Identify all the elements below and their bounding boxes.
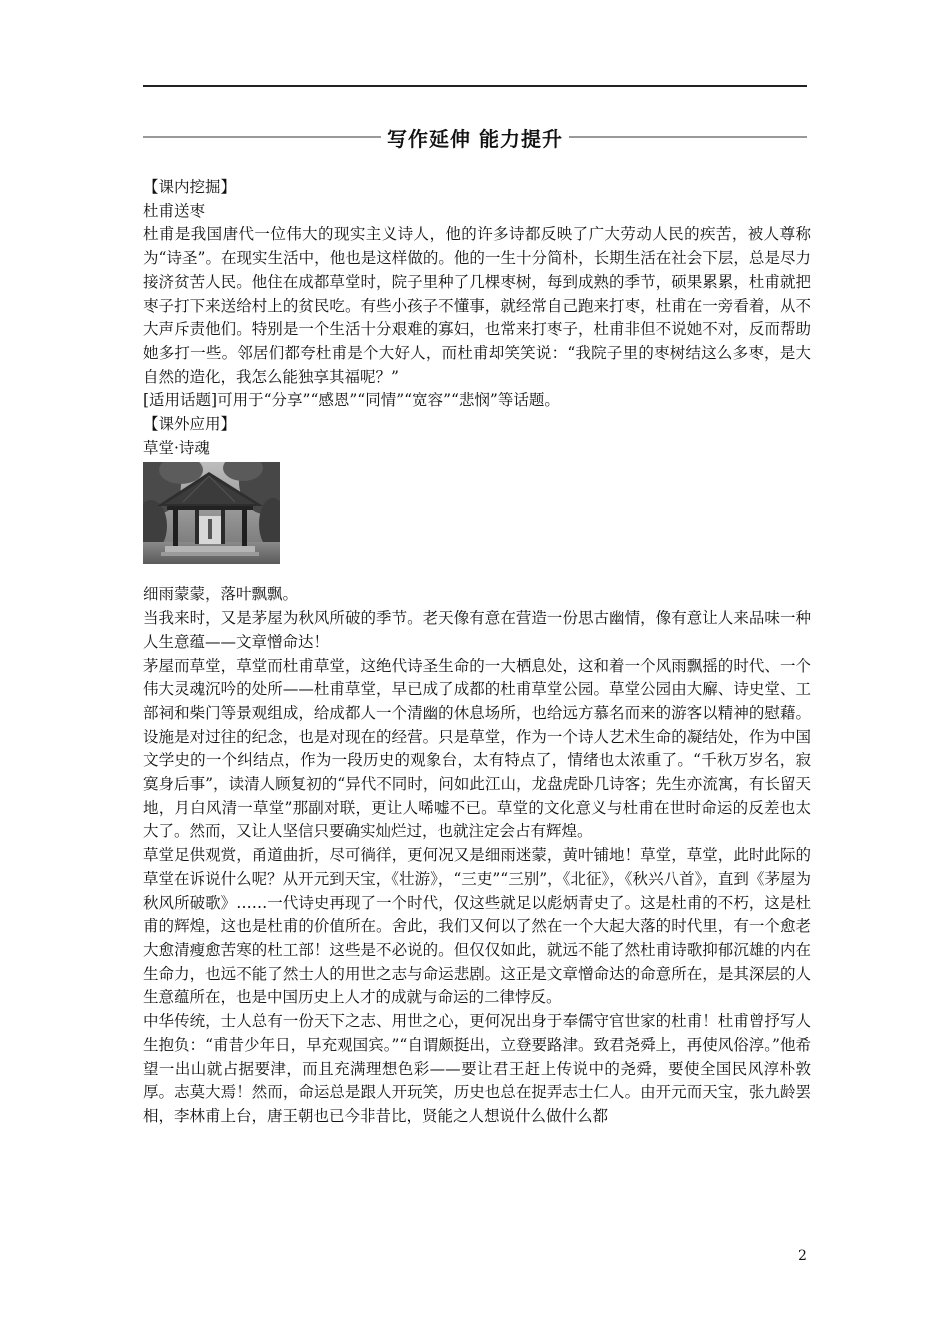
- pavilion-photo: [143, 462, 280, 564]
- essay-paragraph: 茅屋而草堂，草堂而杜甫草堂，这绝代诗圣生命的一大栖息处，这和着一个风雨飘摇的时代、一个伟大灵魂沉吟的处所——杜甫草堂，早已成了成都的杜甫草堂公园。草堂公园由大廨、诗史堂、工部祠和柴门等景观组成，给成都人一个清幽的休息场所，也给远方慕名而来的游客以精神的慰藉。设施是对过往的纪念，也是对现在的经营。只是草堂，作为一个诗人艺术生命的凝结处，作为中国文学史的一个纠结点，作为一段历史的观象台，太有特点了，情绪也太浓重了。“千秋万岁名，寂寞身后事”，读清人顾复初的“异代不同时，问如此江山，龙盘虎卧几诗客；先生亦流寓，有长留天地，月白风清一草堂”那副对联，更让人唏嘘不已。草堂的文化意义与杜甫在世时命运的反差也太大了。然而，又让人坚信只要确实灿烂过，也就注定会占有辉煌。: [143, 656, 811, 841]
- section-label-extracurricular: 【课外应用】: [143, 415, 237, 434]
- header-line-left: [143, 136, 381, 138]
- essay-paragraph: 草堂足供观赏，甬道曲折，尽可徜徉，更何况又是细雨迷蒙，黄叶铺地！草堂，草堂，此时此际的草堂在诉说什么呢？从开元到天宝，《壮游》，“三吏”“三别”，《北征》，《秋兴八首》，直到《茅屋为秋风所破歌》……一代诗史再现了一个时代，仅这些就足以彪炳青史了。这是杜甫的不朽，这是杜甫的辉煌，这也是杜甫的价值所在。舍此，我们又何以了然在一个大起大落的时代里，有一个愈老大愈清瘦愈苦寒的杜工部！这些是不必说的。但仅仅如此，就远不能了然杜甫诗歌抑郁沉雄的内在生命力，也远不能了然士人的用世之志与命运悲剧。这正是文章憎命达的命意所在，是其深层的人生意蕴所在，也是中国历史上人才的成就与命运的二律悖反。: [143, 846, 811, 1007]
- essay-title: 草堂·诗魂: [143, 438, 210, 457]
- page-number: 2: [798, 1248, 807, 1264]
- story-body: 杜甫是我国唐代一位伟大的现实主义诗人，他的许多诗都反映了广大劳动人民的疾苦，被人尊称为“诗圣”。在现实生活中，他也是这样做的。他的一生十分简朴，长期生活在社会下层，总是尽力接济贫苦人民。他住在成都草堂时，院子里种了几棵枣树，每到成熟的季节，硕果累累，杜甫就把枣子打下来送给村上的贫民吃。有些小孩子不懂事，就经常自己跑来打枣，杜甫在一旁看着，从不大声斥责他们。特别是一个生活十分艰难的寡妇，也常来打枣子，杜甫非但不说她不对，反而帮助她多打一些。邻居们都夸杜甫是个大好人，而杜甫却笑笑说：“我院子里的枣树结这么多枣，是大自然的造化，我怎么能独享其福呢？”: [143, 225, 811, 386]
- story-title: 杜甫送枣: [143, 201, 206, 220]
- photo-container: [143, 460, 811, 569]
- section-label-in-class: 【课内挖掘】: [143, 178, 237, 196]
- section-title: 写作延伸 能力提升: [387, 126, 563, 151]
- applicable-topics: [适用话题]可用于“分享”“感恩”“同情”“宽容”“悲悯”等话题。: [143, 391, 560, 410]
- essay-paragraph: 当我来时，又是茅屋为秋风所破的季节。老天像有意在营造一份思古幽情，像有意让人来品味一种人生意蕴——文章憎命达！: [143, 609, 811, 651]
- section-header: [143, 120, 807, 154]
- spacer: [143, 569, 811, 583]
- essay-paragraph: 细雨蒙蒙，落叶飘飘。: [143, 585, 299, 604]
- header-line-right: [569, 136, 807, 138]
- top-rule: [143, 85, 807, 87]
- essay-paragraph: 中华传统，士人总有一份天下之志、用世之心，更何况出身于奉儒守官世家的杜甫！杜甫曾抒写人生抱负：“甫昔少年日，早充观国宾。”“自谓颇挺出，立登要路津。致君尧舜上，再使风俗淳。”他希望一出山就占据要津，而且充满理想色彩——要让君王赶上传说中的尧舜，要使全国民风淳朴敦厚。志莫大焉！然而，命运总是跟人开玩笑，历史也总在捉弄志士仁人。由开元而天宝，张九龄罢相，李林甫上台，唐王朝也已今非昔比，贤能之人想说什么做什么都: [143, 1012, 811, 1125]
- article-content: [143, 176, 811, 1129]
